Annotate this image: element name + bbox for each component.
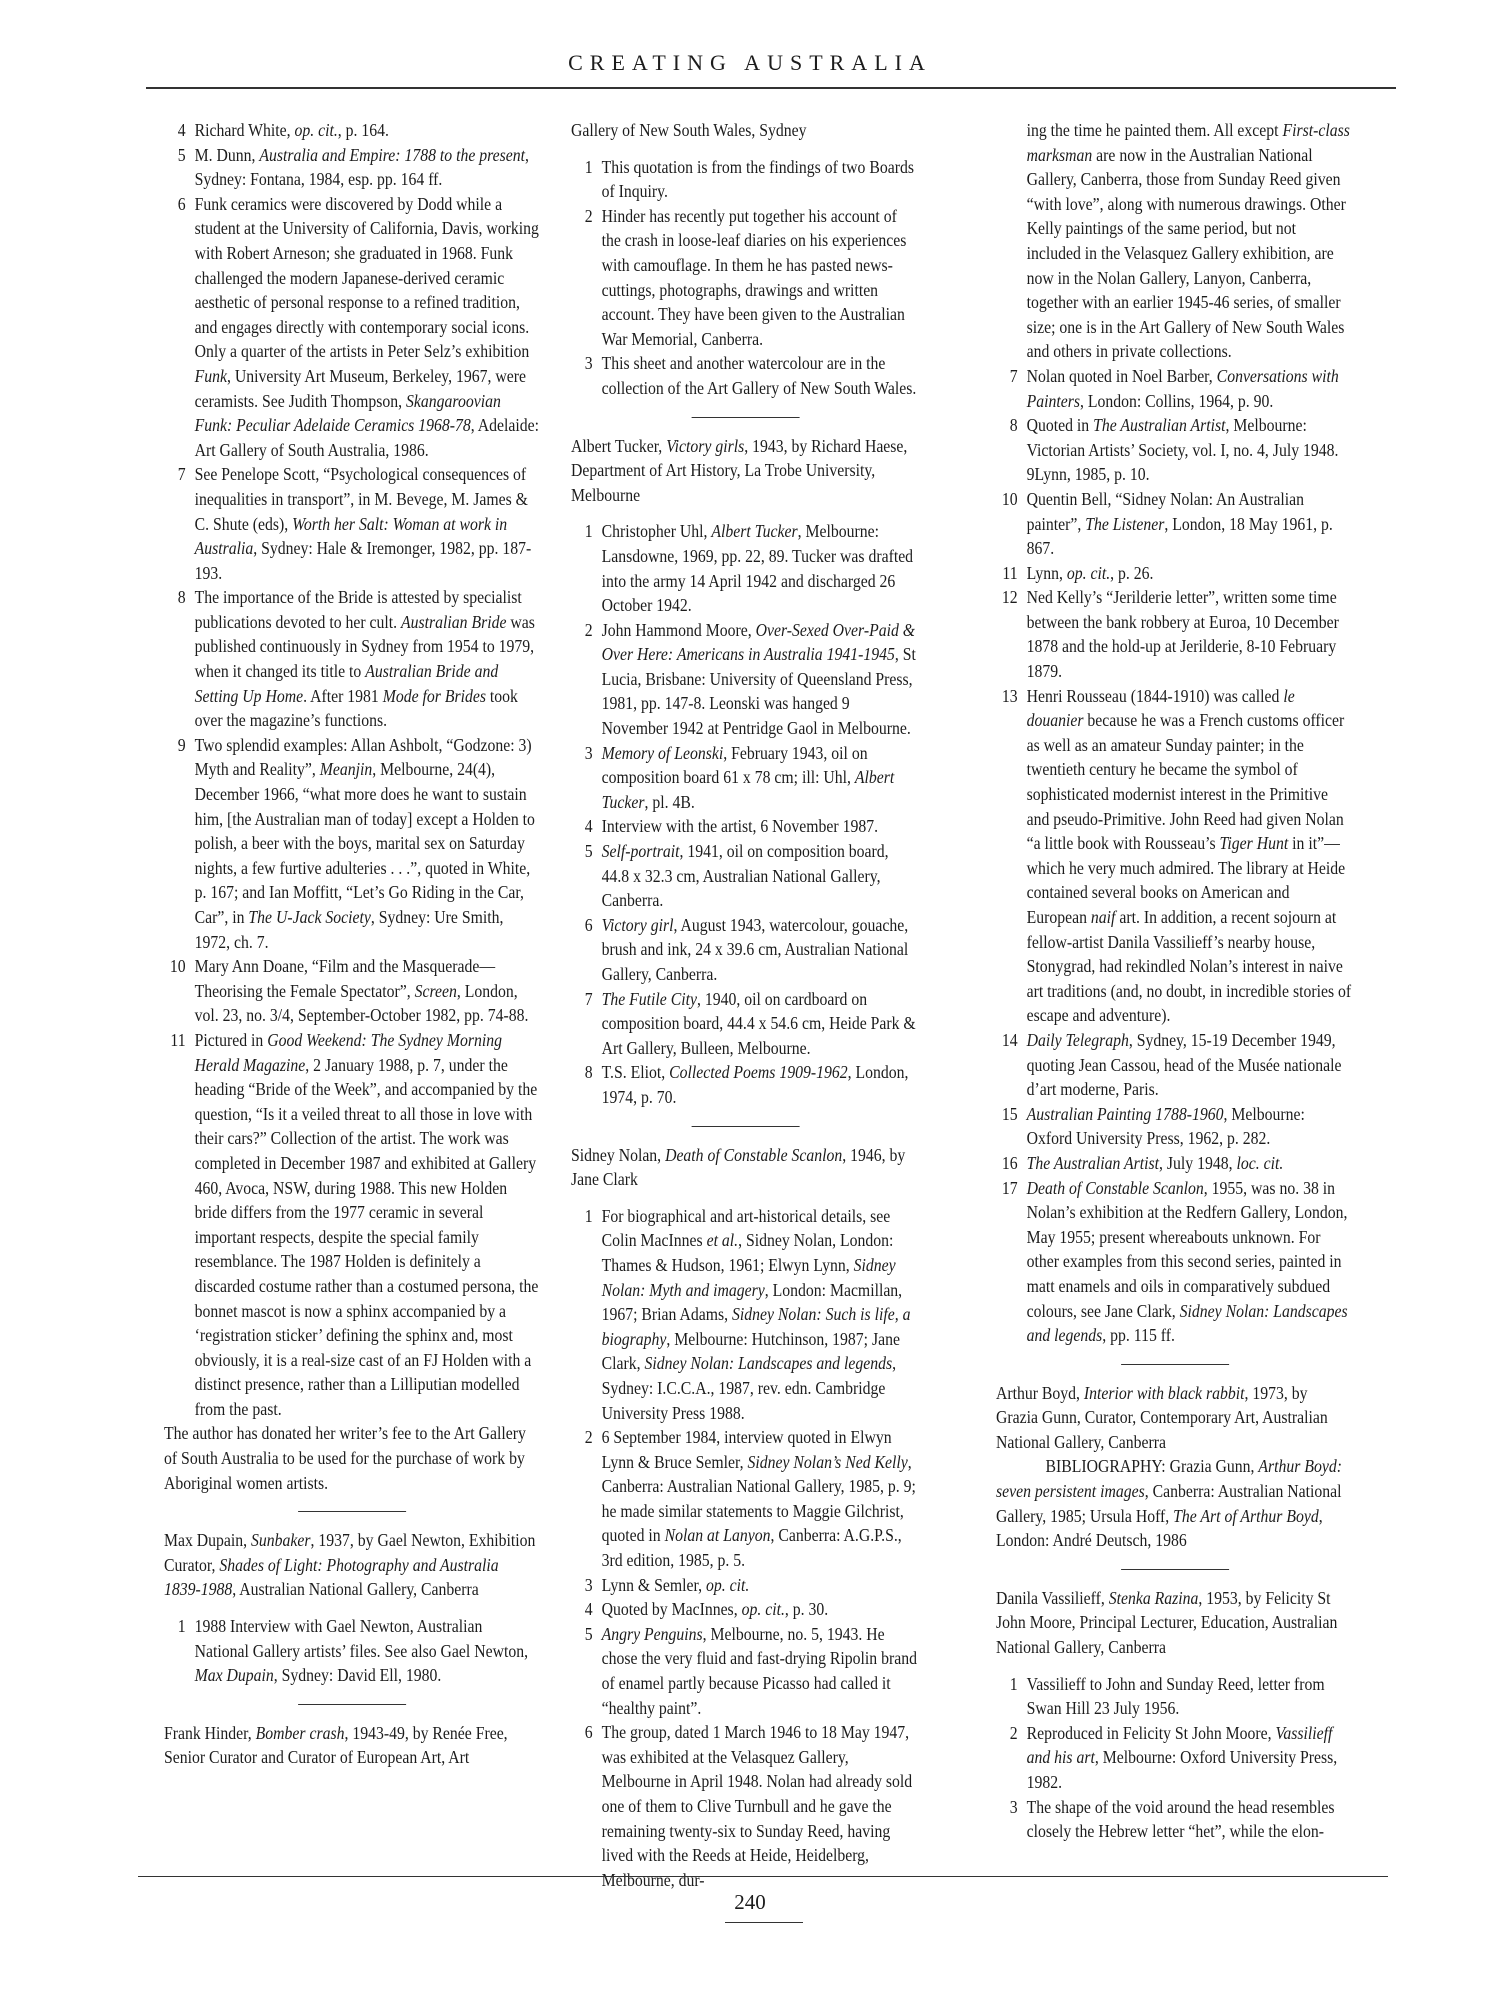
note-text: Ned Kelly’s “Jerilderie letter”, written some time between the bank robbery at Euroa, 10 December 1878 and the hold-up at Jerilderie, 8-10 February 1879. (1026, 587, 1339, 682)
note-item (571, 1060, 919, 1109)
note-item (571, 1204, 919, 1425)
note-item (164, 954, 539, 1028)
note-number: 3 (584, 742, 593, 763)
note-number: 16 (1001, 1152, 1018, 1173)
note-text: Lynn & Semler, op. cit. (601, 1574, 750, 1595)
note-item (571, 1622, 919, 1720)
note-number: 11 (170, 1029, 186, 1050)
note-item (571, 913, 919, 987)
note-number: 2 (584, 619, 593, 640)
note-item (996, 413, 1353, 487)
note-text: For biographical and art-historical details, see Colin MacInnes et al., Sidney Nolan, London: Thames & Hudson, 1961; Elwyn Lynn, Sidney Nolan: Myth and imagery, London: Macmillan, 1967; Brian Adams, Sidney Nolan: Such is life, a biography, Melbourne: Hutchinson, 1987; Jane Clark, Sidney Nolan: Landscapes and legends, Sydney: I.C.C.A., 1987, rev. edn. Cambridge University Press 1988. (601, 1205, 911, 1423)
section-intro-tucker: Albert Tucker, Victory girls, 1943, by Richard Haese, Department of Art History, La Trobe University, Melbourne (571, 435, 908, 505)
note-text: Nolan quoted in Noel Barber, Conversations with Painters, London: Collins, 1964, p. 90. (1026, 365, 1339, 411)
note-item (996, 585, 1353, 683)
note-text: John Hammond Moore, Over-Sexed Over-Paid & Over Here: Americans in Australia 1941-1945, St Lucia, Brisbane: University of Queensland Press, 1981, pp. 147-8. Leonski was hanged 9 November 1942 at Pentridge Gaol in Melbourne. (601, 619, 916, 739)
note-item (571, 839, 919, 913)
note-text: Henri Rousseau (1844-1910) was called le douanier because he was a French customs officer as well as an amateur Sunday painter; in the twentieth century he became the symbol of sophisticated modernist interest in the Primitive and pseudo-Primitive. John Reed had given Nolan “a little book with Rousseau’s Tiger Hunt in it”—which he very much admired. The library at Heide contained several books on American and European naif art. In addition, a recent sojourn at fellow-artist Danila Vassilieff’s nearby house, Stonygrad, had rekindled Nolan’s interest in naive art traditions (and, no doubt, in incredible stories of escape and adventure). (1026, 685, 1352, 1026)
note-number: 10 (169, 956, 186, 977)
note-text: Hinder has recently put together his account of the crash in loose-leaf diaries on his experiences with camouflage. In them he has pasted news-cuttings, photographs, drawings and written account. They have been given to the Australian War Memorial, Canberra. (601, 205, 907, 349)
section-intro-boyd: Arthur Boyd, Interior with black rabbit, 1973, by Grazia Gunn, Curator, Contemporary Art, Australian National Gallery, Canberra (996, 1382, 1328, 1452)
note-item (996, 487, 1353, 561)
notes-list (164, 118, 539, 1421)
note-text: Angry Penguins, Melbourne, no. 5, 1943. He chose the very fluid and fast-drying Ripolin brand of enamel partly because Picasso had called it “healthy paint”. (601, 1623, 917, 1718)
note-text: This quotation is from the findings of two Boards of Inquiry. (601, 156, 914, 202)
note-number: 6 (584, 914, 593, 935)
page-number-rule (725, 1922, 803, 1923)
note-number: 1 (177, 1616, 186, 1637)
section-intro-dupain: Max Dupain, Sunbaker, 1937, by Gael Newton, Exhibition Curator, Shades of Light: Photography and Australia 1839-1988, Australian National Gallery, Canberra (164, 1530, 536, 1600)
section-intro-hinder: Frank Hinder, Bomber crash, 1943-49, by Renée Free, Senior Curator and Curator of European Art, Art (164, 1722, 508, 1768)
note-item (571, 1573, 919, 1598)
note-item (571, 1597, 919, 1622)
note-number: 7 (584, 988, 593, 1009)
note-number: 3 (584, 1574, 593, 1595)
section-divider (298, 1704, 406, 1705)
note-text: This sheet and another watercolour are in the collection of the Art Gallery of New South Wales. (601, 353, 917, 398)
note-item (996, 1028, 1353, 1102)
note-text: Australian Painting 1788-1960, Melbourne: Oxford University Press, 1962, p. 282. (1026, 1103, 1305, 1149)
note-item (996, 1151, 1353, 1176)
note-text: T.S. Eliot, Collected Poems 1909-1962, London, 1974, p. 70. (601, 1062, 909, 1107)
note-number: 1 (584, 521, 593, 542)
note-item (571, 618, 919, 741)
note-item (164, 118, 539, 143)
note-item (164, 1614, 539, 1688)
note-number: 10 (1001, 488, 1018, 509)
note-item (996, 364, 1353, 413)
note-item (996, 1102, 1353, 1151)
note-number: 4 (584, 816, 593, 837)
notes-list (996, 364, 1353, 1348)
note-text: Self-portrait, 1941, oil on composition board, 44.8 x 32.3 cm, Australian National Gallery, Canberra. (601, 841, 889, 911)
section-divider (1121, 1569, 1229, 1570)
note-item (164, 733, 539, 954)
note-number: 5 (584, 841, 593, 862)
note-text: Lynn, op. cit., p. 26. (1026, 562, 1154, 583)
note-number: 8 (1009, 415, 1018, 436)
note-text: Quoted by MacInnes, op. cit., p. 30. (601, 1599, 829, 1620)
note-text: Death of Constable Scanlon, 1955, was no. 38 in Nolan’s exhibition at the Redfern Gallery, London, May 1955; present whereabouts unknown. For other examples from this second series, painted in matt enamels and oils in comparatively subdued colours, see Jane Clark, Sidney Nolan: Landscapes and legends, pp. 115 ff. (1026, 1177, 1348, 1346)
note-text: Victory girl, August 1943, watercolour, gouache, brush and ink, 24 x 39.6 cm, Australian National Gallery, Canberra. (601, 914, 909, 984)
nolan-note-continued: ing the time he painted them. All except First-class marksman are now in the Australian National Gallery, Canberra, those from Sunday Reed given “with love”, along with numerous drawings. Other Kelly paintings of the same period, but not included in the Velasquez Gallery exhibition, are now in the Nolan Gallery, Lanyon, Canberra, together with an earlier 1945-46 series, of smaller size; one is in the Art Gallery of New South Wales and others in private collections. (1026, 120, 1350, 362)
note-item (164, 1028, 539, 1422)
header-rule (146, 87, 1396, 89)
note-text: Daily Telegraph, Sydney, 15-19 December 1949, quoting Jean Cassou, head of the Musée nationale d’art moderne, Paris. (1026, 1029, 1342, 1100)
note-item (996, 684, 1353, 1028)
note-item (571, 519, 919, 617)
note-number: 4 (584, 1599, 593, 1620)
note-number: 6 (584, 1722, 593, 1743)
note-number: 14 (1001, 1029, 1018, 1050)
note-number: 8 (584, 1062, 593, 1083)
note-item (571, 1425, 919, 1573)
note-number: 12 (1001, 587, 1018, 608)
note-text: Funk ceramics were discovered by Dodd while a student at the University of California, Davis, working with Robert Arneson; she graduated in 1968. Funk challenged the modern Japanese-derived ceramic aesthetic of personal response to a refined tradition, and engages directly with contemporary social icons. Only a quarter of the artists in Peter Selz’s exhibition Funk, University Art Museum, Berkeley, 1967, were ceramists. See Judith Thompson, Skangaroovian Funk: Peculiar Adelaide Ceramics 1968-78, Adelaide: Art Gallery of South Australia, 1986. (194, 193, 539, 460)
note-text: 1988 Interview with Gael Newton, Australian National Gallery artists’ files. See also Gael Newton, Max Dupain, Sydney: David Ell, 1980. (194, 1616, 529, 1686)
note-text: The Australian Artist, July 1948, loc. cit. (1026, 1152, 1284, 1173)
note-text: Quentin Bell, “Sidney Nolan: An Australian painter”, The Listener, London, 18 May 1961, p. 867. (1026, 488, 1333, 559)
note-number: 3 (584, 353, 593, 374)
note-number: 1 (584, 156, 593, 177)
notes-list (571, 519, 919, 1109)
note-item (571, 1720, 919, 1892)
column-middle (571, 118, 919, 1892)
notes-list (571, 1204, 919, 1893)
note-item (571, 741, 919, 815)
section-divider (691, 417, 799, 418)
note-text: Pictured in Good Weekend: The Sydney Morning Herald Magazine, 2 January 1988, p. 7, under the heading “Bride of the Week”, and accompanied by the question, “Is it a veiled threat to all those in love with their cars?” Collection of the artist. The work was completed in December 1987 and exhibited at Gallery 460, Avoca, NSW, during 1988. This new Holden bride differs from the 1977 ceramic in several important respects, despite the special family resemblance. The 1987 Holden is definitely a discarded costume rather than a costumed persona, the bonnet mascot is now a sphinx accompanied by a ‘registration sticker’ defining the sphinx and, most obviously, it is a real-size cast of an FJ Holden with a distinct presence, rather than a Lilliputian modelled from the past. (194, 1029, 539, 1419)
author-note: The author has donated her writer’s fee to the Art Gallery of South Australia to be used for the purchase of work by Aboriginal women artists. (164, 1423, 526, 1493)
note-number: 3 (1009, 1796, 1018, 1817)
note-number: 11 (1002, 562, 1018, 583)
note-text: 6 September 1984, interview quoted in Elwyn Lynn & Bruce Semler, Sidney Nolan’s Ned Kelly, Canberra: Australian National Gallery, 1985, p. 9; he made similar statements to Maggie Gilchrist, quoted in Nolan at Lanyon, Canberra: A.G.P.S., 3rd edition, 1985, p. 5. (601, 1427, 916, 1571)
section-intro-nolan: Sidney Nolan, Death of Constable Scanlon, 1946, by Jane Clark (571, 1144, 906, 1190)
note-text: The Futile City, 1940, oil on cardboard on composition board, 44.4 x 54.6 cm, Heide Park & Art Gallery, Bulleen, Melbourne. (601, 988, 916, 1058)
note-item (571, 987, 919, 1061)
note-number: 1 (584, 1205, 593, 1226)
bibliography: BIBLIOGRAPHY: Grazia Gunn, Arthur Boyd: seven persistent images, Canberra: Australian National Gallery, 1985; Ursula Hoff, The Art of Arthur Boyd, London: André Deutsch, 1986 (996, 1456, 1342, 1551)
note-text: Richard White, op. cit., p. 164. (194, 120, 389, 140)
note-number: 2 (1009, 1722, 1018, 1743)
note-item (571, 204, 919, 352)
note-item (164, 143, 539, 192)
note-text: The group, dated 1 March 1946 to 18 May 1947, was exhibited at the Velasquez Gallery, Melbourne in April 1948. Nolan had already sold one of them to Clive Turnbull and he gave the remaining twenty-six to Sunday Reed, having lived with the Reeds at Heide, Heidelberg, Melbourne, dur- (601, 1722, 913, 1890)
note-number: 9 (177, 734, 186, 755)
note-text: The shape of the void around the head resembles closely the Hebrew letter “het”, while the elon- (1026, 1796, 1335, 1842)
section-intro-vassilieff: Danila Vassilieff, Stenka Razina, 1953, by Felicity St John Moore, Principal Lecturer, Education, Australian National Gallery, Canberra (996, 1587, 1338, 1658)
section-divider (1121, 1364, 1229, 1365)
section-divider (691, 1126, 799, 1127)
note-item (571, 351, 919, 400)
note-item (996, 1721, 1353, 1795)
note-text: Mary Ann Doane, “Film and the Masquerade—Theorising the Female Spectator”, Screen, London, vol. 23, no. 3/4, September-October 1982, pp. 74-88. (194, 956, 529, 1026)
note-item (164, 462, 539, 585)
note-text: See Penelope Scott, “Psychological consequences of inequalities in transport”, in M. Bevege, M. James & C. Shute (eds), Worth her Salt: Woman at work in Australia, Sydney: Hale & Iremonger, 1982, pp. 187-193. (194, 464, 532, 583)
note-number: 13 (1001, 685, 1018, 706)
note-item (996, 1672, 1353, 1721)
note-text: M. Dunn, Australia and Empire: 1788 to the present, Sydney: Fontana, 1984, esp. pp. 164 ff. (194, 144, 529, 190)
note-text: Christopher Uhl, Albert Tucker, Melbourne: Lansdowne, 1969, pp. 22, 89. Tucker was drafted into the army 14 April 1942 and discharged 26 October 1942. (601, 521, 914, 616)
notes-list (996, 1672, 1353, 1844)
note-item (164, 585, 539, 733)
note-text: Memory of Leonski, February 1943, oil on composition board 61 x 78 cm; ill: Uhl, Albert Tucker, pl. 4B. (601, 742, 895, 812)
note-number: 15 (1001, 1103, 1018, 1124)
note-text: Quoted in The Australian Artist, Melbourne: Victorian Artists’ Society, vol. I, no. 4, July 1948. 9Lynn, 1985, p. 10. (1026, 415, 1339, 485)
column-left (164, 118, 539, 1770)
notes-list (164, 1614, 539, 1688)
note-text: Vassilieff to John and Sunday Reed, letter from Swan Hill 23 July 1956. (1026, 1673, 1325, 1719)
note-item (571, 155, 919, 204)
footer-rule (138, 1876, 1388, 1877)
note-number: 5 (177, 144, 186, 165)
section-divider (298, 1511, 406, 1512)
note-number: 2 (584, 1427, 593, 1448)
note-number: 7 (1009, 365, 1018, 386)
column-right (996, 118, 1353, 1844)
note-item (164, 192, 539, 463)
note-text: Reproduced in Felicity St John Moore, Vassilieff and his art, Melbourne: Oxford University Press, 1982. (1026, 1722, 1338, 1792)
note-number: 17 (1001, 1177, 1018, 1198)
note-number: 4 (177, 120, 186, 140)
note-text: The importance of the Bride is attested by specialist publications devoted to her cult. Australian Bride was published continuously in Sydney from 1954 to 1979, when it changed its title to Australian Bride and Setting Up Home. After 1981 Mode for Brides took over the magazine’s functions. (194, 587, 535, 731)
note-number: 2 (584, 205, 593, 226)
note-item (996, 561, 1353, 586)
section-intro-hinder-cont: Gallery of New South Wales, Sydney (571, 120, 807, 140)
note-item (571, 814, 919, 839)
note-number: 1 (1009, 1673, 1018, 1694)
running-header: CREATING AUSTRALIA (568, 50, 932, 75)
note-item (996, 1795, 1353, 1844)
note-item (996, 1176, 1353, 1348)
note-number: 8 (177, 587, 186, 608)
note-number: 6 (177, 193, 186, 214)
note-number: 7 (177, 464, 186, 485)
notes-list (571, 155, 919, 401)
note-number: 5 (584, 1623, 593, 1644)
page-number: 240 (734, 1890, 766, 1914)
note-text: Two splendid examples: Allan Ashbolt, “Godzone: 3) Myth and Reality”, Meanjin, Melbourne, 24(4), December 1966, “what more does he want to sustain him, [the Australian man of today] except a Holden to polish, a beer with the boys, marital sex on Saturday nights, a few furtive adulteries . . .”, quoted in White, p. 167; and Ian Moffitt, “Let’s Go Riding in the Car, Car”, in The U-Jack Society, Sydney: Ure Smith, 1972, ch. 7. (194, 734, 535, 952)
note-text: Interview with the artist, 6 November 1987. (601, 816, 879, 837)
